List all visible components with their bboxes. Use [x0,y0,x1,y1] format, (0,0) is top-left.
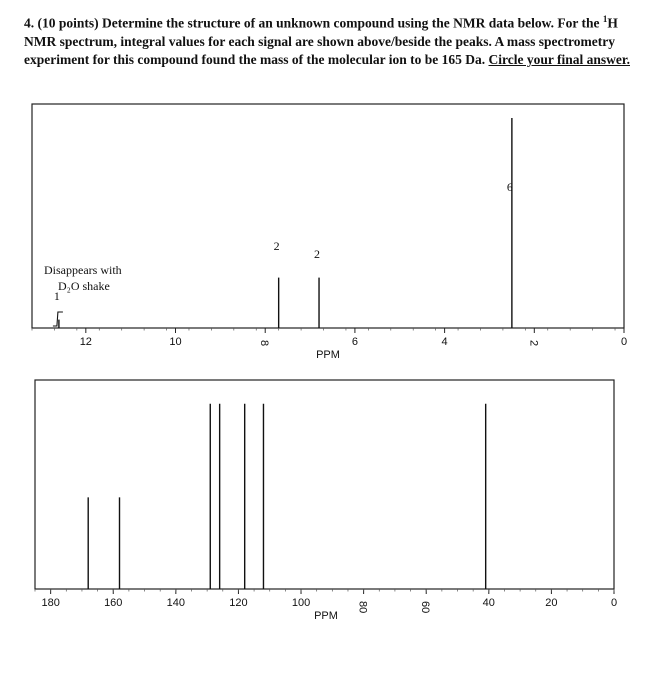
x-tick-label: 80 [356,601,369,614]
x-tick-label: 40 [482,597,495,609]
x-tick-label: 12 [79,336,92,348]
x-tick-label: 180 [41,597,60,609]
x-tick-label: 160 [104,597,123,609]
plot-frame [35,380,614,589]
h-nmr-spectrum [32,104,627,361]
peak-integral-1: 2 [273,239,280,253]
x-tick-label: 20 [545,597,558,609]
peak-integral-0: 1 [53,289,60,303]
integral-curve [53,312,63,326]
question-part2: H NMR spectrum, integral values for each signal are shown above/beside the peaks. A mass spectrometry experiment for this compound found the mass of the molecular ion to be 165 Da. [24,15,618,67]
x-tick-label: 0 [620,336,628,348]
x-axis-title: PPM [316,349,340,361]
superscript-1: 1 [602,14,608,24]
circle-instruction: Circle your final answer. [488,51,630,67]
x-tick-label: 4 [441,336,448,348]
x-tick-label: 10 [169,336,182,348]
x-tick-label: 0 [610,597,618,609]
x-axis-title: PPM [314,610,338,622]
c-nmr-spectrum [35,380,617,622]
x-tick-label: 8 [258,340,271,347]
question-part1: 4. (10 points) Determine the structure of an unknown compound using the NMR data below. For the [24,15,603,31]
annotation-disappears: Disappears with [44,263,122,277]
peak-integral-2: 2 [314,247,321,261]
x-tick-label: 140 [166,597,186,609]
x-tick-label: 100 [291,597,311,609]
x-tick-label: 6 [351,336,358,348]
peak-integral-3: 6 [506,180,513,194]
x-tick-label: 2 [527,340,540,347]
annotation-d2o: D₂O shake [58,279,110,293]
x-tick-label: 120 [229,597,248,609]
plot-frame [32,104,624,328]
x-tick-label: 60 [419,601,432,614]
